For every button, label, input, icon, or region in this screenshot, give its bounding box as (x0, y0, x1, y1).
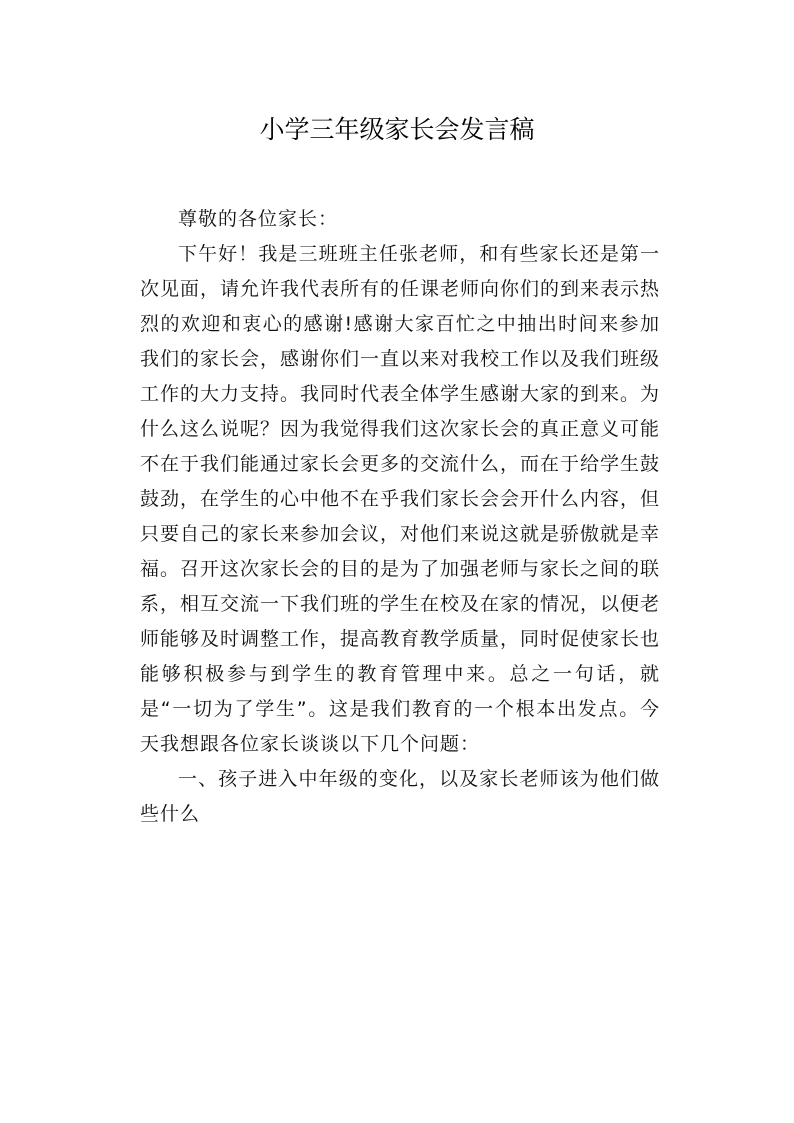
section-heading-paragraph: 一、孩子进入中年级的变化，以及家长老师该为他们做些什么 (140, 768, 660, 825)
document-title: 小学三年级家长会发言稿 (259, 115, 535, 144)
document-body (140, 202, 660, 832)
opening-paragraph: 下午好！我是三班班主任张老师，和有些家长还是第一次见面，请允许我代表所有的任课老师向你们的到来表示热烈的欢迎和衷心的感谢!感谢大家百忙之中抽出时间来参加我们的家长会，感谢你们一直以来对我校工作以及我们班级工作的大力支持。我同时代表全体学生感谢大家的到来。为什么这么说呢？因为我觉得我们这次家长会的真正意义可能不在于我们能通过家长会更多的交流什么，而在于给学生鼓鼓劲，在学生的心中他不在乎我们家长会会开什么内容，但只要自己的家长来参加会议，对他们来说这就是骄傲就是幸福。召开这次家长会的目的是为了加强老师与家长之间的联系，相互交流一下我们班的学生在校及在家的情况，以便老师能够及时调整工作，提高教育教学质量，同时促使家长也能够积极参与到学生的教育管理中来。总之一句话，就是“一切为了学生”。这是我们教育的一个根本出发点。今天我想跟各位家长谈谈以下几个问题： (140, 243, 661, 755)
salutation-paragraph: 尊敬的各位家长： (178, 208, 339, 230)
